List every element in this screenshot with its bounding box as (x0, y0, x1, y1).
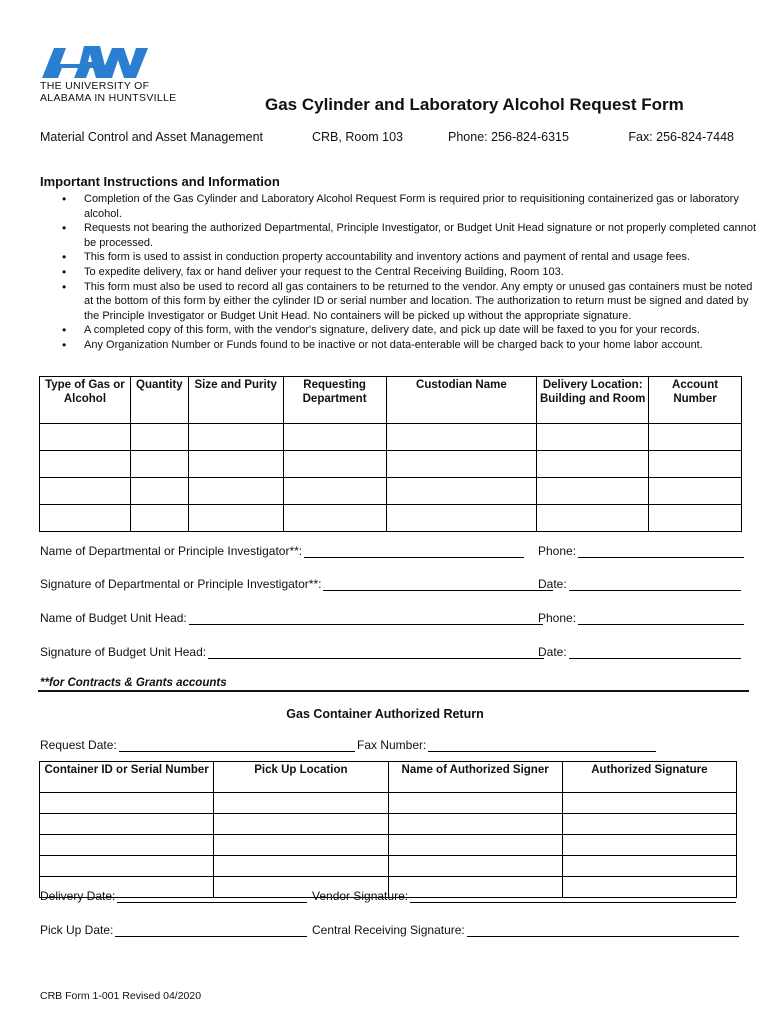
bu-phone-field[interactable] (538, 611, 744, 625)
request-table-header (40, 377, 742, 424)
return-section-title: Gas Container Authorized Return (286, 707, 484, 721)
return-table-header (40, 762, 737, 793)
table-cell[interactable] (283, 478, 386, 505)
header-location: CRB, Room 103 (312, 130, 404, 144)
form-title: Gas Cylinder and Laboratory Alcohol Request Form (265, 95, 684, 114)
pi-date-line[interactable] (569, 578, 741, 591)
table-cell[interactable] (40, 856, 214, 877)
bu-signature-line[interactable] (208, 646, 544, 659)
table-row (40, 451, 742, 478)
instruction-item: • Any Organization Number or Funds found to be inactive or not data-enterable will be charged back to your home labor account. (84, 338, 764, 353)
table-cell[interactable] (283, 451, 386, 478)
bu-phone-line[interactable] (578, 612, 744, 625)
pi-name-field[interactable] (40, 544, 524, 558)
table-row (40, 505, 742, 532)
table-cell[interactable] (649, 478, 742, 505)
request-date-label: Request Date: (40, 738, 117, 752)
table-cell[interactable] (130, 478, 188, 505)
pi-signature-label: Signature of Departmental or Principle Investigator**: (40, 577, 322, 591)
table-cell[interactable] (40, 835, 214, 856)
request-date-line[interactable] (119, 739, 355, 752)
university-logo (40, 44, 190, 104)
table-cell[interactable] (40, 505, 131, 532)
fax-number-field[interactable] (357, 738, 656, 752)
bu-name-field[interactable] (40, 611, 543, 625)
vendor-signature-field[interactable] (312, 889, 736, 903)
vendor-signature-label: Vendor Signature: (312, 889, 409, 903)
table-cell[interactable] (537, 451, 649, 478)
contracts-grants-note: **for Contracts & Grants accounts (40, 677, 227, 689)
table-cell[interactable] (386, 478, 537, 505)
instructions-list (40, 192, 764, 353)
col-pickup-location: Pick Up Location (214, 762, 388, 793)
table-cell[interactable] (130, 451, 188, 478)
instruction-item: • This form must also be used to record all gas containers to be returned to the vendor. Any empty or unused gas containers must be noted at the bottom of this form by either the cylinder ID or serial number and location. The authorization to return must be signed and dated by the Principle Investigator or Budget Unit Head. No containers will be picked up without the appropriate signature. (84, 280, 764, 324)
table-cell[interactable] (388, 835, 562, 856)
table-cell[interactable] (649, 451, 742, 478)
table-row (40, 814, 737, 835)
fax-number-label: Fax Number: (357, 738, 427, 752)
central-receiving-signature-line[interactable] (467, 924, 739, 937)
table-cell[interactable] (388, 814, 562, 835)
col-type-of-gas: Type of Gas or Alcohol (40, 377, 131, 424)
pi-signature-field[interactable] (40, 577, 553, 591)
table-cell[interactable] (188, 424, 283, 451)
table-cell[interactable] (214, 814, 388, 835)
table-cell[interactable] (388, 856, 562, 877)
bu-date-field[interactable] (538, 645, 741, 659)
delivery-date-line[interactable] (117, 890, 307, 903)
instructions-heading: Important Instructions and Information (40, 174, 280, 189)
bu-date-line[interactable] (569, 646, 741, 659)
return-table (39, 761, 737, 898)
pickup-date-label: Pick Up Date: (40, 923, 114, 937)
table-cell[interactable] (649, 505, 742, 532)
table-cell[interactable] (537, 505, 649, 532)
pi-phone-label: Phone: (538, 544, 577, 558)
table-row (40, 793, 737, 814)
instruction-item: • Completion of the Gas Cylinder and Laboratory Alcohol Request Form is required prior to requisitioning containerized gas or laboratory alcohol. (84, 192, 764, 221)
pi-signature-line[interactable] (323, 578, 553, 591)
table-cell[interactable] (562, 835, 736, 856)
instruction-item: • Requests not bearing the authorized Departmental, Principle Investigator, or Budget Unit Head signature or not properly completed cannot be processed. (84, 221, 764, 250)
table-row (40, 856, 737, 877)
instruction-item: • A completed copy of this form, with the vendor's signature, delivery date, and pick up date will be faxed to you for your records. (84, 323, 764, 338)
table-cell[interactable] (283, 505, 386, 532)
pi-phone-line[interactable] (578, 545, 744, 558)
logo-line-2: ALABAMA IN HUNTSVILLE (40, 92, 177, 104)
form-footer: CRB Form 1-001 Revised 04/2020 (40, 990, 202, 1002)
bu-name-label: Name of Budget Unit Head: (40, 611, 187, 625)
uah-logo-icon (40, 44, 152, 80)
col-delivery-location: Delivery Location: Building and Room (537, 377, 649, 424)
table-cell[interactable] (386, 424, 537, 451)
instruction-item: • To expedite delivery, fax or hand deliver your request to the Central Receiving Building, Room 103. (84, 265, 764, 280)
pi-name-label: Name of Departmental or Principle Investigator**: (40, 544, 303, 558)
col-account-number: Account Number (649, 377, 742, 424)
table-cell[interactable] (388, 793, 562, 814)
bu-signature-label: Signature of Budget Unit Head: (40, 645, 207, 659)
table-cell[interactable] (214, 835, 388, 856)
table-row (40, 478, 742, 505)
table-cell[interactable] (40, 424, 131, 451)
table-cell[interactable] (130, 505, 188, 532)
vendor-signature-line[interactable] (410, 890, 736, 903)
pi-date-field[interactable] (538, 577, 741, 591)
bu-phone-label: Phone: (538, 611, 577, 625)
central-receiving-signature-label: Central Receiving Signature: (312, 923, 465, 937)
table-cell[interactable] (386, 451, 537, 478)
table-cell[interactable] (188, 505, 283, 532)
table-cell[interactable] (40, 451, 131, 478)
table-cell[interactable] (649, 424, 742, 451)
col-authorized-signer: Name of Authorized Signer (388, 762, 562, 793)
table-cell[interactable] (562, 814, 736, 835)
table-cell[interactable] (386, 505, 537, 532)
central-receiving-signature-field[interactable] (312, 923, 739, 937)
section-divider (38, 690, 749, 692)
col-requesting-department: Requesting Department (283, 377, 386, 424)
table-cell[interactable] (130, 424, 188, 451)
col-quantity: Quantity (130, 377, 188, 424)
request-date-field[interactable] (40, 738, 355, 752)
table-cell[interactable] (562, 856, 736, 877)
col-custodian-name: Custodian Name (386, 377, 537, 424)
table-cell[interactable] (40, 814, 214, 835)
delivery-date-label: Delivery Date: (40, 889, 116, 903)
table-cell[interactable] (214, 856, 388, 877)
table-cell[interactable] (188, 451, 283, 478)
logo-line-1: THE UNIVERSITY OF (40, 80, 150, 92)
table-cell[interactable] (40, 793, 214, 814)
bu-name-line[interactable] (189, 612, 543, 625)
pi-name-line[interactable] (304, 545, 524, 558)
pickup-date-line[interactable] (115, 924, 307, 937)
table-cell[interactable] (214, 793, 388, 814)
table-cell[interactable] (188, 478, 283, 505)
col-container-id: Container ID or Serial Number (40, 762, 214, 793)
request-table (39, 376, 742, 532)
col-size-purity: Size and Purity (188, 377, 283, 424)
table-row (40, 835, 737, 856)
fax-number-line[interactable] (428, 739, 656, 752)
instruction-item: • This form is used to assist in conduction property accountability and inventory actions and payment of rental and usage fees. (84, 250, 764, 265)
pickup-date-field[interactable] (40, 923, 307, 937)
table-cell[interactable] (40, 478, 131, 505)
table-cell[interactable] (562, 793, 736, 814)
table-cell[interactable] (537, 424, 649, 451)
table-cell[interactable] (283, 424, 386, 451)
pi-phone-field[interactable] (538, 544, 744, 558)
header-fax: Fax: 256-824-7448 (628, 130, 734, 144)
bu-signature-field[interactable] (40, 645, 544, 659)
header-department: Material Control and Asset Management (40, 130, 264, 144)
delivery-date-field[interactable] (40, 889, 307, 903)
table-cell[interactable] (537, 478, 649, 505)
pi-date-label: Date: (538, 577, 567, 591)
col-authorized-signature: Authorized Signature (562, 762, 736, 793)
bu-date-label: Date: (538, 645, 567, 659)
table-row (40, 424, 742, 451)
header-phone: Phone: 256-824-6315 (448, 130, 569, 144)
